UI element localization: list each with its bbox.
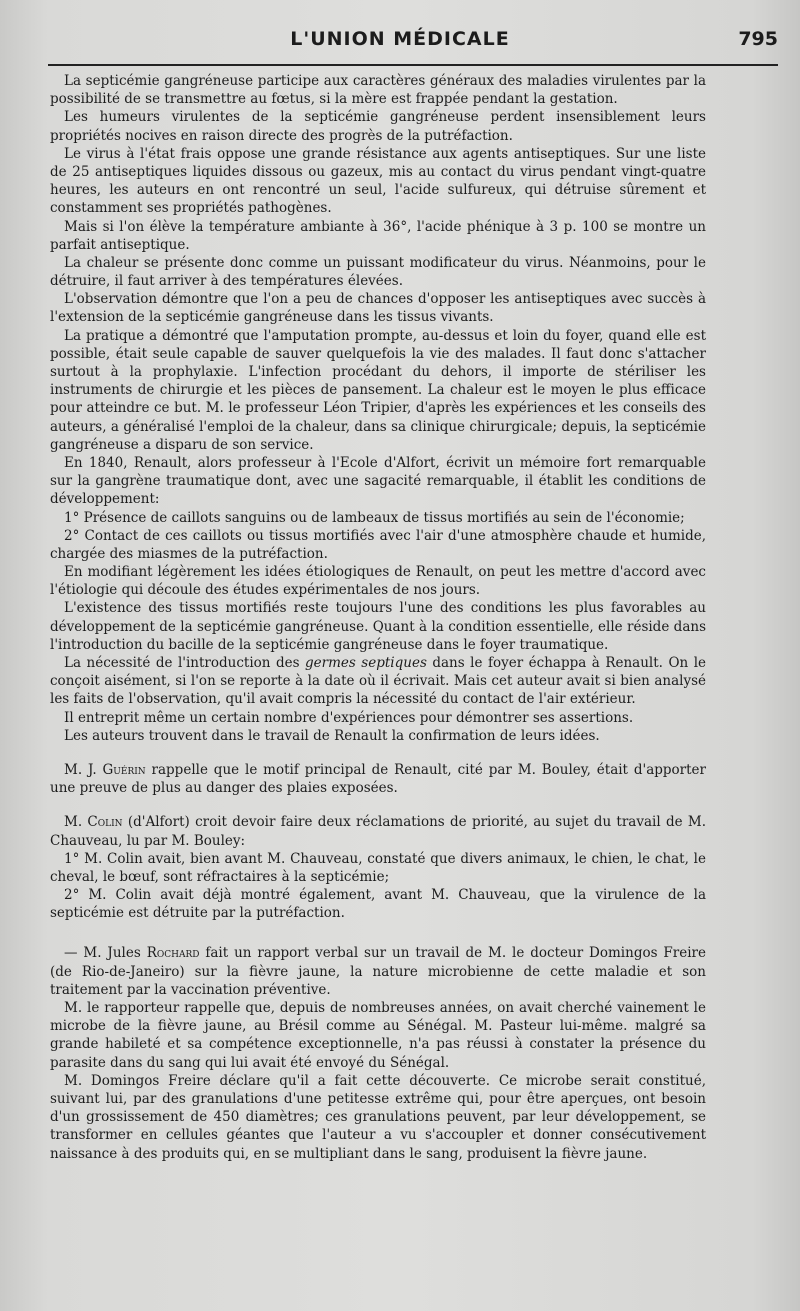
list-item: 2° M. Colin avait déjà montré également, avant M. Chauveau, que la virulence de la septicémie est détruite par la putréfaction. — [50, 887, 706, 922]
text-run: La nécessité de l'introduction des — [64, 655, 306, 671]
paragraph: La septicémie gangréneuse participe aux caractères généraux des maladies virulentes par la possibilité de se transmettre au fœtus, si la mère est frappée pendant la gestation. — [50, 73, 706, 108]
list-item: 2° Contact de ces caillots ou tissus mortifiés avec l'air d'une atmosphère chaude et humide, chargée des miasmes de la putréfaction. — [50, 527, 706, 562]
paragraph: Les auteurs trouvent dans le travail de Renault la confirmation de leurs idées. — [64, 727, 600, 744]
emphasis: germes septiques — [305, 655, 427, 671]
speaker-name: Guérin — [102, 761, 146, 778]
running-title: L'UNION MÉDICALE — [290, 28, 510, 50]
paragraph-colin — [50, 813, 706, 849]
list-item: 1° M. Colin avait, bien avant M. Chauveau, constaté que divers animaux, le chien, le chat, le cheval, le bœuf, sont réfractaires à la septicémie; — [50, 850, 706, 885]
article-body — [50, 72, 706, 1163]
text-run: — M. Jules — [64, 945, 147, 962]
paragraph-guerin — [50, 761, 706, 797]
text-run: M. — [64, 814, 88, 831]
speaker-name: Rochard — [146, 945, 200, 962]
paragraph-rochard — [50, 944, 706, 999]
text-run: fait un rapport verbal sur un travail de M. le docteur Domingos Freire (de Rio-de-Janeiro) sur la fièvre jaune, la nature microbienne de cette maladie et son traitement par la vaccination préventive. — [50, 945, 706, 998]
paragraph: Le virus à l'état frais oppose une grande résistance aux agents antiseptiques. Sur une liste de 25 antiseptiques liquides dissous ou gazeux, mis au contact du virus pendant vingt-quatre heures, les auteurs en ont rencontré un seul, l'acide sulfureux, qui détruise sûrement et constamment ses propriétés pathogènes. — [50, 145, 706, 217]
text-run: (d'Alfort) croit devoir faire deux réclamations de priorité, au sujet du travail de M. Chauveau, lu par M. Bouley: — [50, 814, 706, 849]
paragraph: En modifiant légèrement les idées étiologiques de Renault, on peut les mettre d'accord avec l'étiologie qui découle des études expérimentales de nos jours. — [50, 564, 706, 599]
text-run: M. J. — [64, 761, 103, 778]
paragraph: La pratique a démontré que l'amputation prompte, au-dessus et loin du foyer, quand elle est possible, était seule capable de sauver quelquefois la vie des malades. Il faut donc s'attacher surtout à la prophylaxie. L'infection procédant du dehors, il importe de stériliser les instruments de chirurgie et les pièces de pansement. La chaleur est le moyen le plus efficace pour atteindre ce but. M. le professeur Léon Tripier, d'après les expériences et les conseils des auteurs, a généralisé l'emploi de la chaleur, dans sa clinique chirurgicale; depuis, la septicémie gangréneuse a disparu de son service. — [50, 327, 706, 453]
paragraph-germes — [50, 654, 706, 709]
paragraph: La chaleur se présente donc comme un puissant modificateur du virus. Néanmoins, pour le détruire, il faut arriver à des températures élevées. — [50, 254, 706, 290]
paragraph: M. le rapporteur rappelle que, depuis de nombreuses années, on avait cherché vainement le microbe de la fièvre jaune, au Brésil comme au Sénégal. M. Pasteur lui-même. malgré sa grande habileté et sa compétence exceptionnelle, n'a pas réussi à constater la présence du parasite dans du sang qui lui avait été envoyé du Sénégal. — [50, 1000, 706, 1071]
text-run: rappelle que le motif principal de Renault, cité par M. Bouley, était d'apporter une preuve de plus au danger des plaies exposées. — [50, 761, 706, 797]
paragraph: En 1840, Renault, alors professeur à l'Ecole d'Alfort, écrivit un mémoire fort remarquable sur la gangrène traumatique dont, avec une sagacité remarquable, il établit les conditions de développement: — [50, 454, 706, 508]
paragraph: L'observation démontre que l'on a peu de chances d'opposer les antiseptiques avec succès à l'extension de la septicémie gangréneuse dans les tissus vivants. — [50, 291, 706, 326]
paragraph: M. Domingos Freire déclare qu'il a fait cette découverte. Ce microbe serait constitué, suivant lui, par des granulations d'une petitesse extrême qui, pour être aperçues, ont besoin d'un grossissement de 450 diamètres; ces granulations peuvent, par leur développement, se transformer en cellules géantes que l'auteur a vu s'accoupler et donner consécutivement naissance à des produits qui, en se multipliant dans le sang, produisent la fièvre jaune. — [50, 1072, 706, 1162]
paragraph: Il entreprit même un certain nombre d'expériences pour démontrer ses assertions. — [64, 709, 634, 726]
paragraph: Les humeurs virulentes de la septicémie gangréneuse perdent insensiblement leurs propriétés nocives en raison directe des progrès de la putréfaction. — [50, 109, 706, 144]
header-rule — [48, 64, 778, 66]
page-header — [0, 28, 800, 58]
paragraph: Mais si l'on élève la température ambiante à 36°, l'acide phénique à 3 p. 100 se montre un parfait antiseptique. — [50, 218, 706, 253]
paragraph: L'existence des tissus mortifiés reste toujours l'une des conditions les plus favorables au développement de la septicémie gangréneuse. Quant à la condition essentielle, elle réside dans l'introduction du bacille de la septicémie gangréneuse dans le foyer traumatique. — [50, 600, 706, 653]
list-item: 1° Présence de caillots sanguins ou de lambeaux de tissus mortifiés au sein de l'économie; — [64, 509, 685, 526]
speaker-name: Colin — [87, 814, 123, 831]
page-number: 795 — [738, 28, 778, 50]
text-run: dans le foyer échappa à Renault. On le conçoit aisément, si l'on se reporte à la date où il écrivait. Mais cet auteur avait si bien analysé les faits de l'observation, qu'il avait compris la nécessité du contact de l'air extérieur. — [50, 655, 707, 708]
